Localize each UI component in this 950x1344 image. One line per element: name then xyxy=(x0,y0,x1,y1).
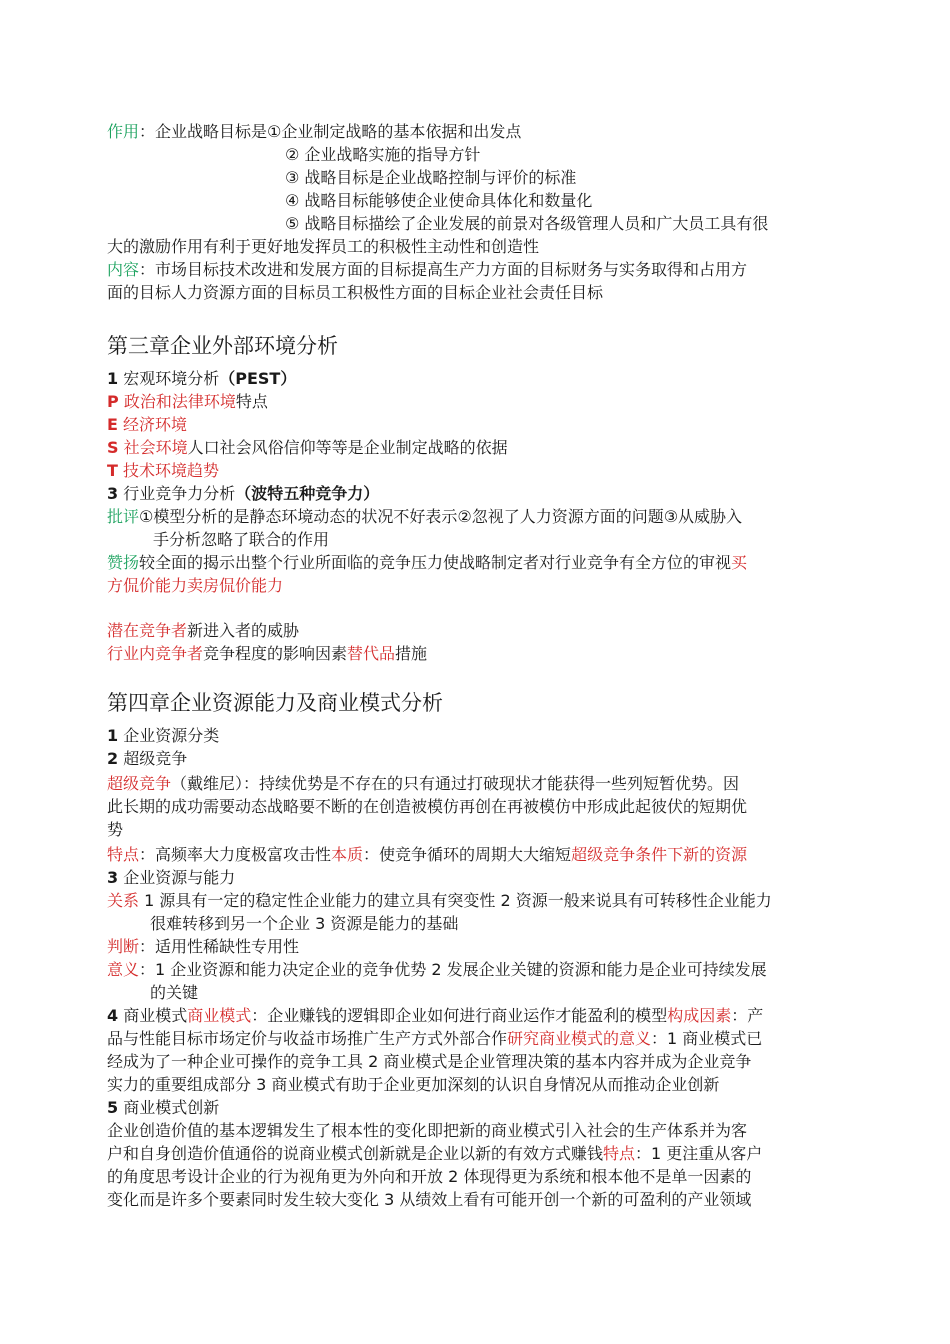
pest-desc: 特点 xyxy=(235,392,268,411)
zuoyong-line-2 xyxy=(285,144,480,166)
pest-s-line xyxy=(107,437,508,459)
pest-letter: T xyxy=(107,461,118,480)
tedian-text: ：高频率大力度极富攻击性 xyxy=(139,845,332,864)
zuoyong-line-5 xyxy=(285,213,768,235)
ch4-section-4-line-3 xyxy=(107,1051,751,1073)
zuoyong-text-4: ④ 战略目标能够使企业使命具体化和数量化 xyxy=(285,191,593,210)
section-number: 3 xyxy=(107,484,119,503)
piping-line-1 xyxy=(107,506,742,528)
pest-letter: P xyxy=(107,392,119,411)
tidai-text: 措施 xyxy=(395,644,428,663)
pest-letter: S xyxy=(107,438,119,457)
guanxi-text-2: 很难转移到另一个企业 3 资源是能力的基础 xyxy=(150,914,459,933)
zuoyong-text-2: ② 企业战略实施的指导方针 xyxy=(285,145,481,164)
guanxi-line-1 xyxy=(107,890,772,912)
zuoyong-line-3 xyxy=(285,167,576,189)
pest-item: 政治和法律环境 xyxy=(123,392,236,411)
piping-text-2: 手分析忽略了联合的作用 xyxy=(153,530,330,549)
chaoji-line-2 xyxy=(107,796,747,818)
benzhi-text: ：使竞争循环的周期大大缩短 xyxy=(363,845,572,864)
section-text: 超级竞争 xyxy=(123,749,188,768)
ch4-section-5-line-1 xyxy=(107,1120,747,1142)
zanyang-label: 赞扬 xyxy=(107,553,140,572)
ch4-section-5-line-3 xyxy=(107,1166,751,1188)
zuoyong-text-6: 大的激励作用有利于更好地发挥员工的积极性主动性和创造性 xyxy=(107,237,540,256)
pest-label: （PEST） xyxy=(219,369,297,388)
zanyang-red-1: 买 xyxy=(731,553,748,572)
zanyang-line-1 xyxy=(107,552,747,574)
section-5-text-4: 变化而是许多个要素同时发生较大变化 3 从绩效上看有可能开创一个新的可盈利的产业领域 xyxy=(107,1190,752,1209)
section-number: 3 xyxy=(107,868,119,887)
section-text: 宏观环境分析 xyxy=(123,369,220,388)
hangye-line xyxy=(107,643,427,665)
pest-item: 技术环境趋势 xyxy=(123,461,220,480)
pest-t-line xyxy=(107,460,219,482)
xinziyuan-label: 超级竞争条件下新的资源 xyxy=(571,845,748,864)
tidai-label: 替代品 xyxy=(347,644,396,663)
zanyang-red-2: 方侃价能力卖房侃价能力 xyxy=(107,576,284,595)
tedian-label-2: 特点 xyxy=(603,1144,636,1163)
guanxi-text-1: 1 源具有一定的稳定性企业能力的建立具有突变性 2 资源一般来说具有可转移性企业能力 xyxy=(139,891,772,910)
section-4-text-2b: ：1 商业模式已 xyxy=(651,1029,763,1048)
chaoji-line-3 xyxy=(107,819,123,841)
ch4-section-5 xyxy=(107,1097,219,1119)
goucheng-label: 构成因素 xyxy=(667,1006,732,1025)
shangye-moshi-text: ：企业赚钱的逻辑即企业如何进行商业运作才能盈利的模型 xyxy=(251,1006,668,1025)
ch4-section-1 xyxy=(107,725,219,747)
hangye-text: 竞争程度的影响因素 xyxy=(203,644,348,663)
chapter-4-title: 第四章企业资源能力及商业模式分析 xyxy=(107,691,443,715)
section-4-text-2a: 品与性能目标市场定价与收益市场推广生产方式外部合作 xyxy=(107,1029,508,1048)
ch4-section-4-line-1 xyxy=(107,1005,763,1027)
neirong-label: 内容 xyxy=(107,260,140,279)
section-number: 5 xyxy=(107,1098,119,1117)
ch4-section-4-line-2 xyxy=(107,1028,762,1050)
tedian-line xyxy=(107,844,747,866)
section-4-text-3: 经成为了一种企业可操作的竞争工具 2 商业模式是企业管理决策的基本内容并成为企业竞争 xyxy=(107,1052,752,1071)
section-5-text-1: 企业创造价值的基本逻辑发生了根本性的变化即把新的商业模式引入社会的生产体系并为客 xyxy=(107,1121,748,1140)
zuoyong-label: 作用 xyxy=(107,122,140,141)
goucheng-text: ：产 xyxy=(731,1006,764,1025)
chaoji-text-2: 此长期的成功需要动态战略要不断的在创造被模仿再创在再被模仿中形成此起彼伏的短期优 xyxy=(107,797,748,816)
zuoyong-text-3: ③ 战略目标是企业战略控制与评价的标准 xyxy=(285,168,577,187)
section-5-text-2b: ：1 更注重从客户 xyxy=(635,1144,763,1163)
hangye-label: 行业内竞争者 xyxy=(107,644,204,663)
section-5-text-3: 的角度思考设计企业的行为视角更为外向和开放 2 体现得更为系统和根本他不是单一因素的 xyxy=(107,1167,752,1186)
yanjiu-yiyi-label: 研究商业模式的意义 xyxy=(507,1029,652,1048)
panduan-text: ：适用性稀缺性专用性 xyxy=(139,937,300,956)
zanyang-line-2 xyxy=(107,575,283,597)
chapter-3-title: 第三章企业外部环境分析 xyxy=(107,334,338,358)
zanyang-text-1: 较全面的揭示出整个行业所面临的竞争压力使战略制定者对行业竞争有全方位的审视 xyxy=(139,553,732,572)
zuoyong-text-5: ⑤ 战略目标描绘了企业发展的前景对各级管理人员和广大员工具有很 xyxy=(285,214,769,233)
tedian-label: 特点 xyxy=(107,845,140,864)
qianzai-label: 潜在竞争者 xyxy=(107,621,188,640)
neirong-line-2 xyxy=(107,282,603,304)
pest-desc: 人口社会风俗信仰等等是企业制定战略的依据 xyxy=(187,438,508,457)
guanxi-label: 关系 xyxy=(107,891,140,910)
ch4-section-5-line-4 xyxy=(107,1189,751,1211)
section-text: 企业资源分类 xyxy=(123,726,220,745)
chaoji-line-1 xyxy=(107,773,739,795)
yiyi-line-2 xyxy=(150,982,198,1004)
pest-p-line xyxy=(107,391,268,413)
shangye-moshi-label: 商业模式 xyxy=(187,1006,252,1025)
ch4-section-5-line-2 xyxy=(107,1143,762,1165)
qianzai-line xyxy=(107,620,299,642)
porter-label: （波特五种竞争力） xyxy=(235,484,380,503)
ch4-section-4-line-4 xyxy=(107,1074,719,1096)
neirong-text-1: ：市场目标技术改进和发展方面的目标提高生产力方面的目标财务与实务取得和占用方 xyxy=(139,260,748,279)
panduan-line xyxy=(107,936,299,958)
zuoyong-text-1: ：企业战略目标是①企业制定战略的基本依据和出发点 xyxy=(139,122,522,141)
zuoyong-line-1 xyxy=(107,121,521,143)
zuoyong-line-4 xyxy=(285,190,592,212)
yiyi-text-2: 的关键 xyxy=(150,983,199,1002)
chaoji-label: 超级竞争 xyxy=(107,774,172,793)
section-text: 企业资源与能力 xyxy=(123,868,236,887)
pest-letter: E xyxy=(107,415,118,434)
section-text: 行业竞争力分析 xyxy=(123,484,236,503)
neirong-line-1 xyxy=(107,259,747,281)
chaoji-text-1: （戴维尼）：持续优势是不存在的只有通过打破现状才能获得一些列短暂优势。因 xyxy=(171,774,740,793)
chaoji-text-3: 势 xyxy=(107,820,124,839)
zuoyong-line-6 xyxy=(107,236,539,258)
neirong-text-2: 面的目标人力资源方面的目标员工积极性方面的目标企业社会责任目标 xyxy=(107,283,604,302)
guanxi-line-2 xyxy=(150,913,458,935)
ch3-section-3 xyxy=(107,483,379,505)
benzhi-label: 本质 xyxy=(331,845,364,864)
pest-item: 社会环境 xyxy=(123,438,188,457)
pest-e-line xyxy=(107,414,187,436)
panduan-label: 判断 xyxy=(107,937,140,956)
piping-text-1: ①模型分析的是静态环境动态的状况不好表示②忽视了人力资源方面的问题③从威胁入 xyxy=(139,507,743,526)
yiyi-label: 意义 xyxy=(107,960,140,979)
pest-item: 经济环境 xyxy=(123,415,188,434)
qianzai-text: 新进入者的威胁 xyxy=(187,621,300,640)
section-number: 2 xyxy=(107,749,119,768)
ch4-section-3 xyxy=(107,867,235,889)
section-text: 商业模式 xyxy=(123,1006,188,1025)
section-text: 商业模式创新 xyxy=(123,1098,220,1117)
piping-line-2 xyxy=(153,529,329,551)
yiyi-text-1: ：1 企业资源和能力决定企业的竞争优势 2 发展企业关键的资源和能力是企业可持续发展 xyxy=(139,960,767,979)
yiyi-line-1 xyxy=(107,959,767,981)
ch4-section-2 xyxy=(107,748,187,770)
section-4-text-4: 实力的重要组成部分 3 商业模式有助于企业更加深刻的认识自身情况从而推动企业创新 xyxy=(107,1075,720,1094)
piping-label: 批评 xyxy=(107,507,140,526)
ch3-section-1 xyxy=(107,368,296,390)
section-number: 1 xyxy=(107,726,119,745)
section-number: 1 xyxy=(107,369,119,388)
section-5-text-2a: 户和自身创造价值通俗的说商业模式创新就是企业以新的有效方式赚钱 xyxy=(107,1144,604,1163)
section-number: 4 xyxy=(107,1006,119,1025)
